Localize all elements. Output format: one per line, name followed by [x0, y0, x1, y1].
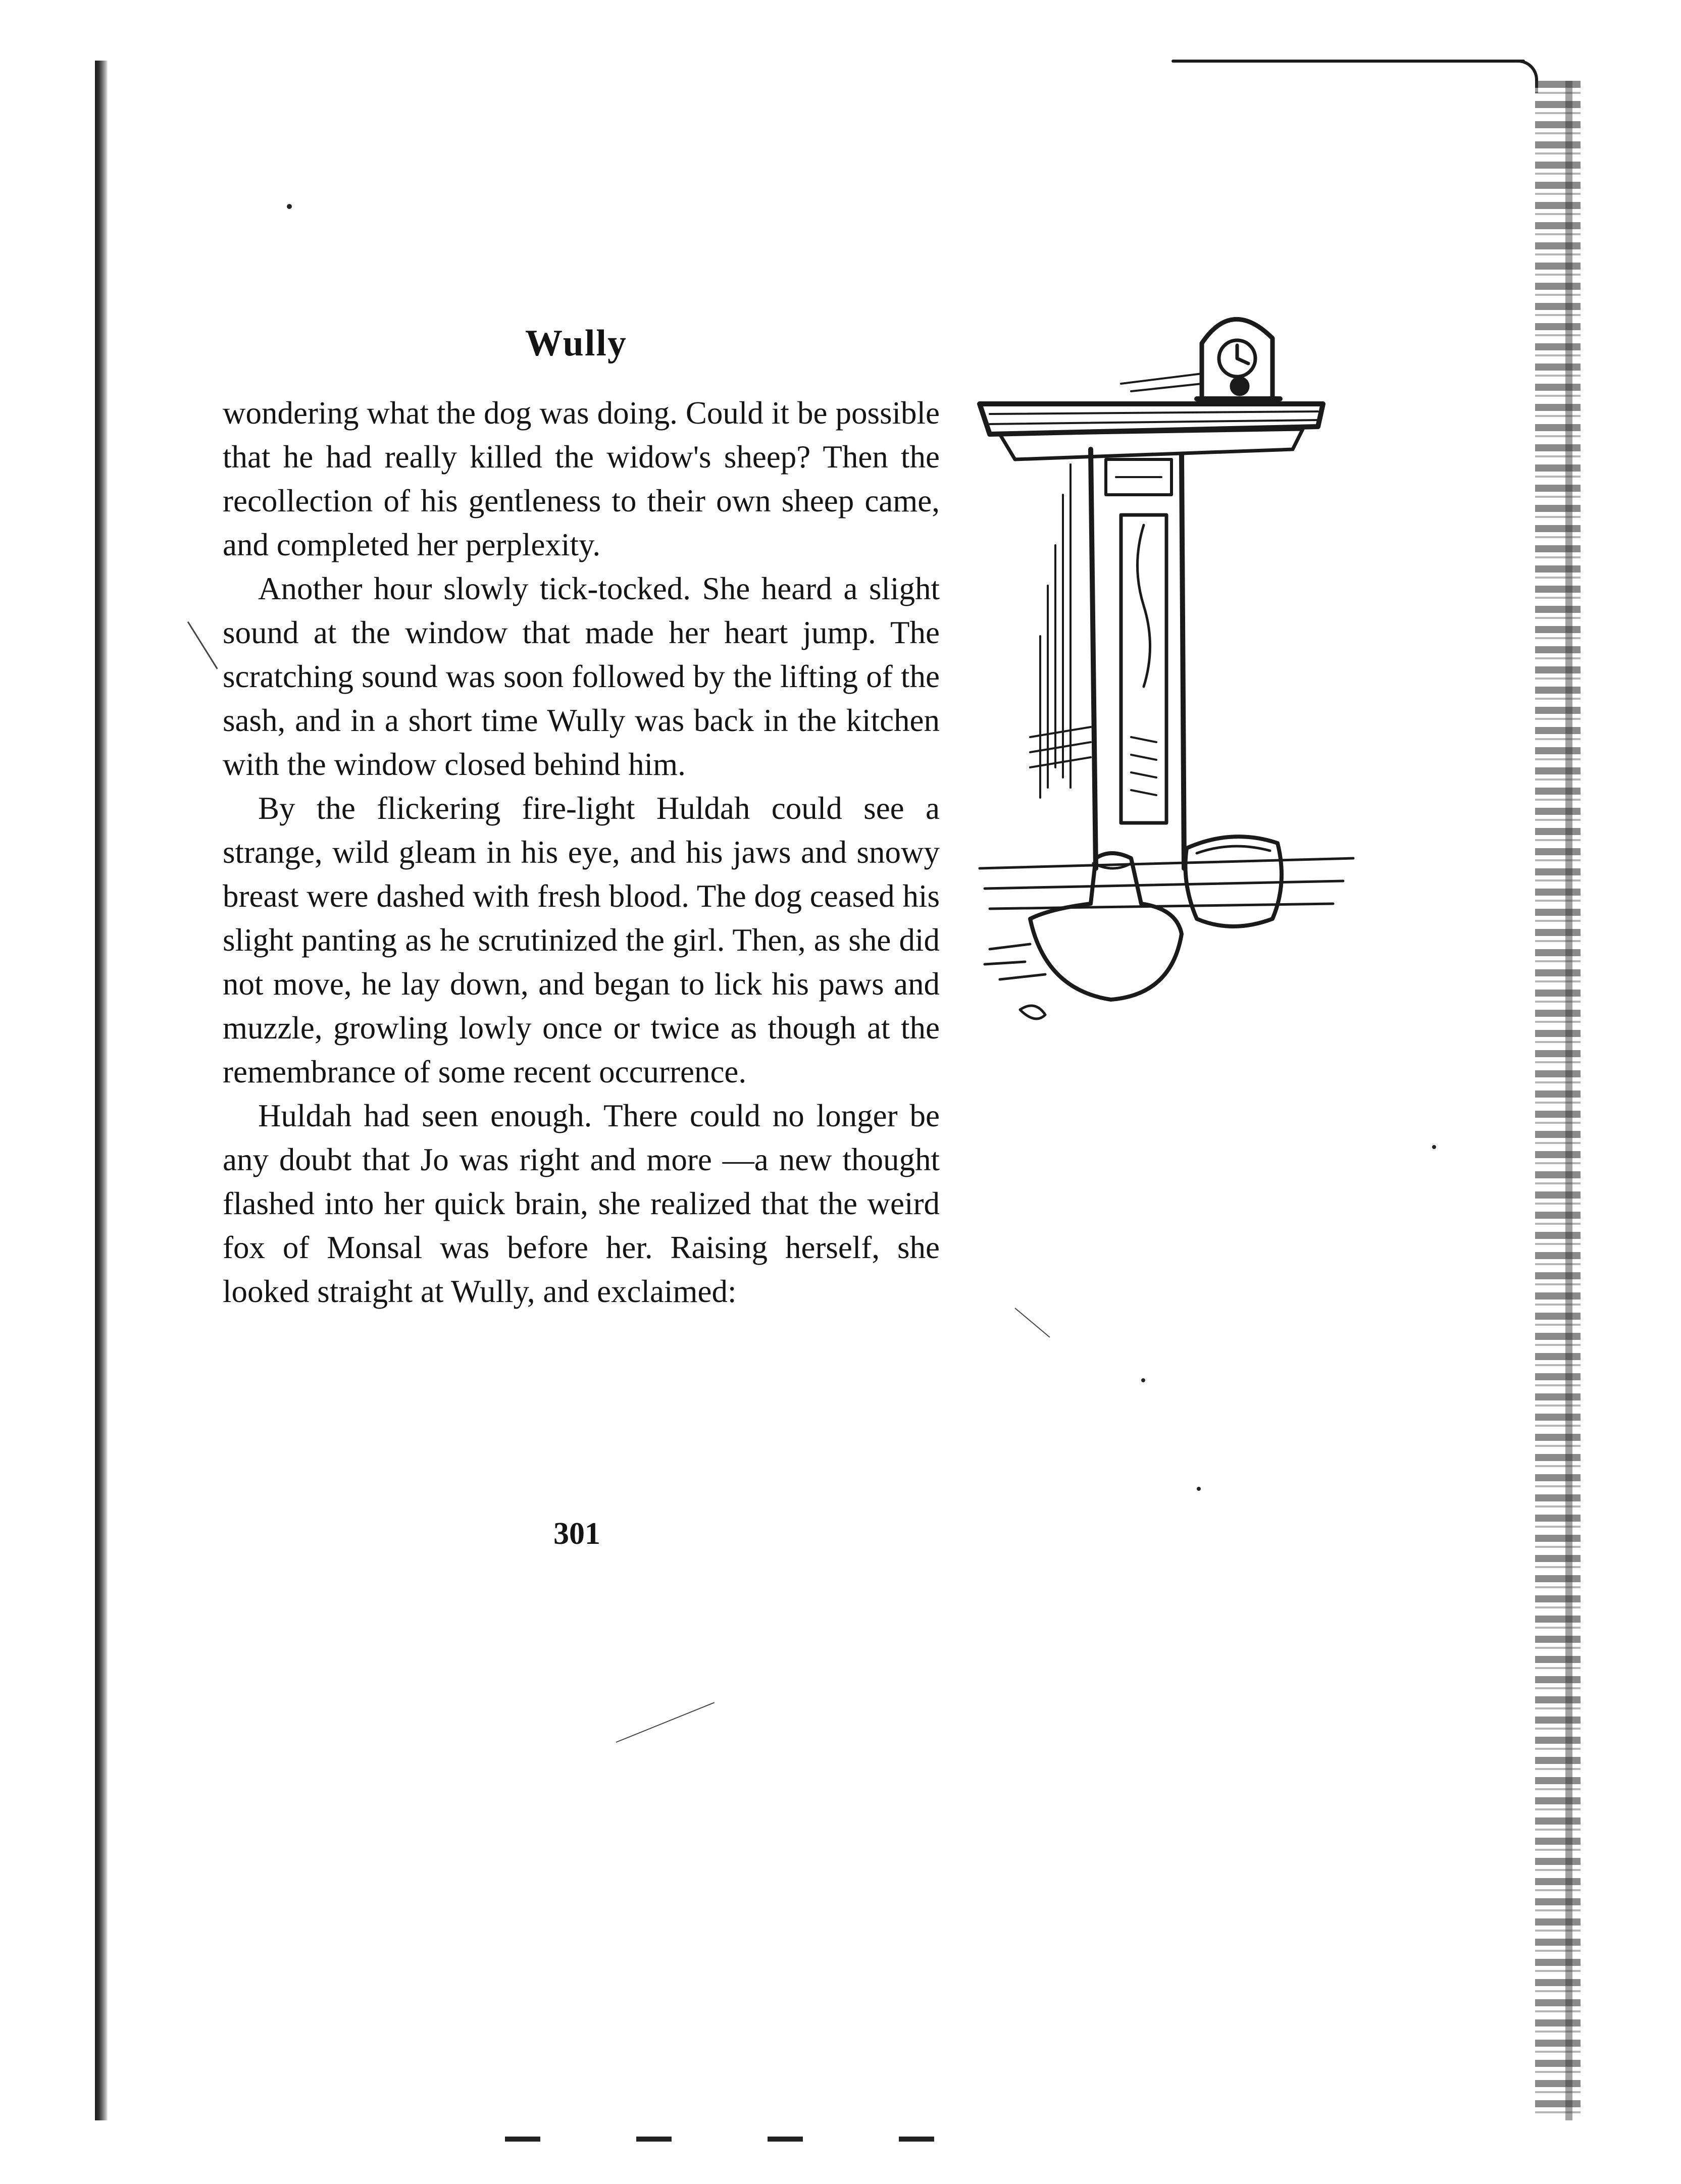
scan-bottom-marks [505, 2137, 959, 2142]
scan-speck [1197, 1487, 1201, 1491]
scan-stroke [1014, 1308, 1050, 1337]
paragraph: wondering what the dog was doing. Could it be possible that he had really killed the widow's sheep? Then the recollection of his gentleness to their own sheep came, and completed her perplexity. [223, 395, 940, 562]
paragraph: By the flickering fire-light Huldah could see a strange, wild gleam in his eye, and his jaws and snowy breast were dashed with fresh blood. The dog ceased his slight panting as he scrutinized the girl. Then, as she did not move, he lay down, and began to lick his paws and muzzle, growling lowly once or twice as though at the remembrance of some recent occurrence. [223, 791, 940, 1089]
scan-right-edge-shadow [1565, 81, 1572, 2120]
page-number: 301 [553, 1517, 600, 1551]
scan-top-corner [1505, 60, 1538, 93]
scan-speck [287, 204, 292, 209]
body-text [223, 391, 940, 1314]
scan-right-edge [1535, 81, 1581, 2120]
scan-speck [1432, 1145, 1436, 1149]
running-head: Wully [525, 323, 627, 364]
mantel-clock-fireplace-illustration [970, 283, 1384, 1070]
scan-stroke [187, 621, 218, 669]
scan-top-edge [1171, 60, 1525, 63]
scan-stroke [616, 1702, 715, 1743]
paragraph: Another hour slowly tick-tocked. She heard a slight sound at the window that made her heart jump. The scratching sound was soon followed by the lifting of the sash, and in a short time Wully was back in the kitchen with the window closed behind him. [223, 571, 940, 782]
scan-speck [1141, 1378, 1145, 1382]
scan-left-edge [95, 61, 108, 2120]
paragraph: Huldah had seen enough. There could no longer be any doubt that Jo was right and more —a new thought flashed into her quick brain, she realized that the weird fox of Monsal was before her. Raising herself, she looked straight at Wully, and exclaimed: [223, 1098, 940, 1309]
